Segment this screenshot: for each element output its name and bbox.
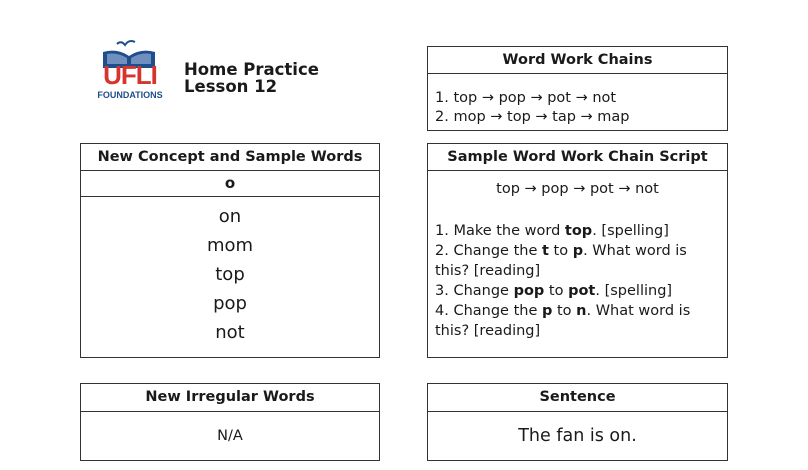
script-chain: top → pop → pot → not — [496, 181, 659, 197]
title-line-2: Lesson 12 — [184, 77, 278, 96]
chains-box — [427, 46, 728, 131]
logo-subtext: FOUNDATIONS — [97, 90, 163, 100]
concept-box — [80, 143, 380, 358]
concept-title: New Concept and Sample Words — [81, 144, 379, 171]
sentence-box — [427, 383, 728, 461]
title-line-1: Home Practice — [184, 60, 319, 79]
chain-line: 2. mop → top → tap → map — [435, 109, 630, 125]
chain-line: 1. top → pop → pot → not — [435, 90, 617, 106]
script-steps — [428, 199, 727, 341]
chains-list — [428, 74, 727, 127]
chains-title: Word Work Chains — [428, 47, 727, 74]
concept-grapheme: o — [81, 171, 379, 197]
sample-words-list — [81, 197, 379, 347]
sample-word: top — [215, 264, 245, 285]
sample-word: pop — [213, 293, 247, 314]
irregular-value: N/A — [217, 428, 243, 444]
script-box — [427, 143, 728, 358]
irregular-box — [80, 383, 380, 461]
ufli-logo — [95, 34, 165, 104]
script-title: Sample Word Work Chain Script — [428, 144, 727, 171]
sample-word: on — [218, 206, 242, 227]
sample-word: mom — [206, 235, 254, 256]
sample-word: not — [215, 322, 245, 343]
script-step-3: 3. Change pop to pot. [spelling] — [435, 283, 673, 299]
script-step-2: 2. Change the t to p. What word is this? [reading] — [435, 243, 687, 279]
page-title — [184, 61, 319, 95]
script-step-4: 4. Change the p to n. What word is this? [reading] — [435, 303, 691, 339]
script-step-1: 1. Make the word top. [spelling] — [435, 223, 669, 239]
sentence-text: The fan is on. — [518, 426, 637, 446]
irregular-title: New Irregular Words — [81, 384, 379, 412]
sentence-title: Sentence — [428, 384, 727, 412]
logo-wordmark: UFLI — [103, 60, 157, 90]
